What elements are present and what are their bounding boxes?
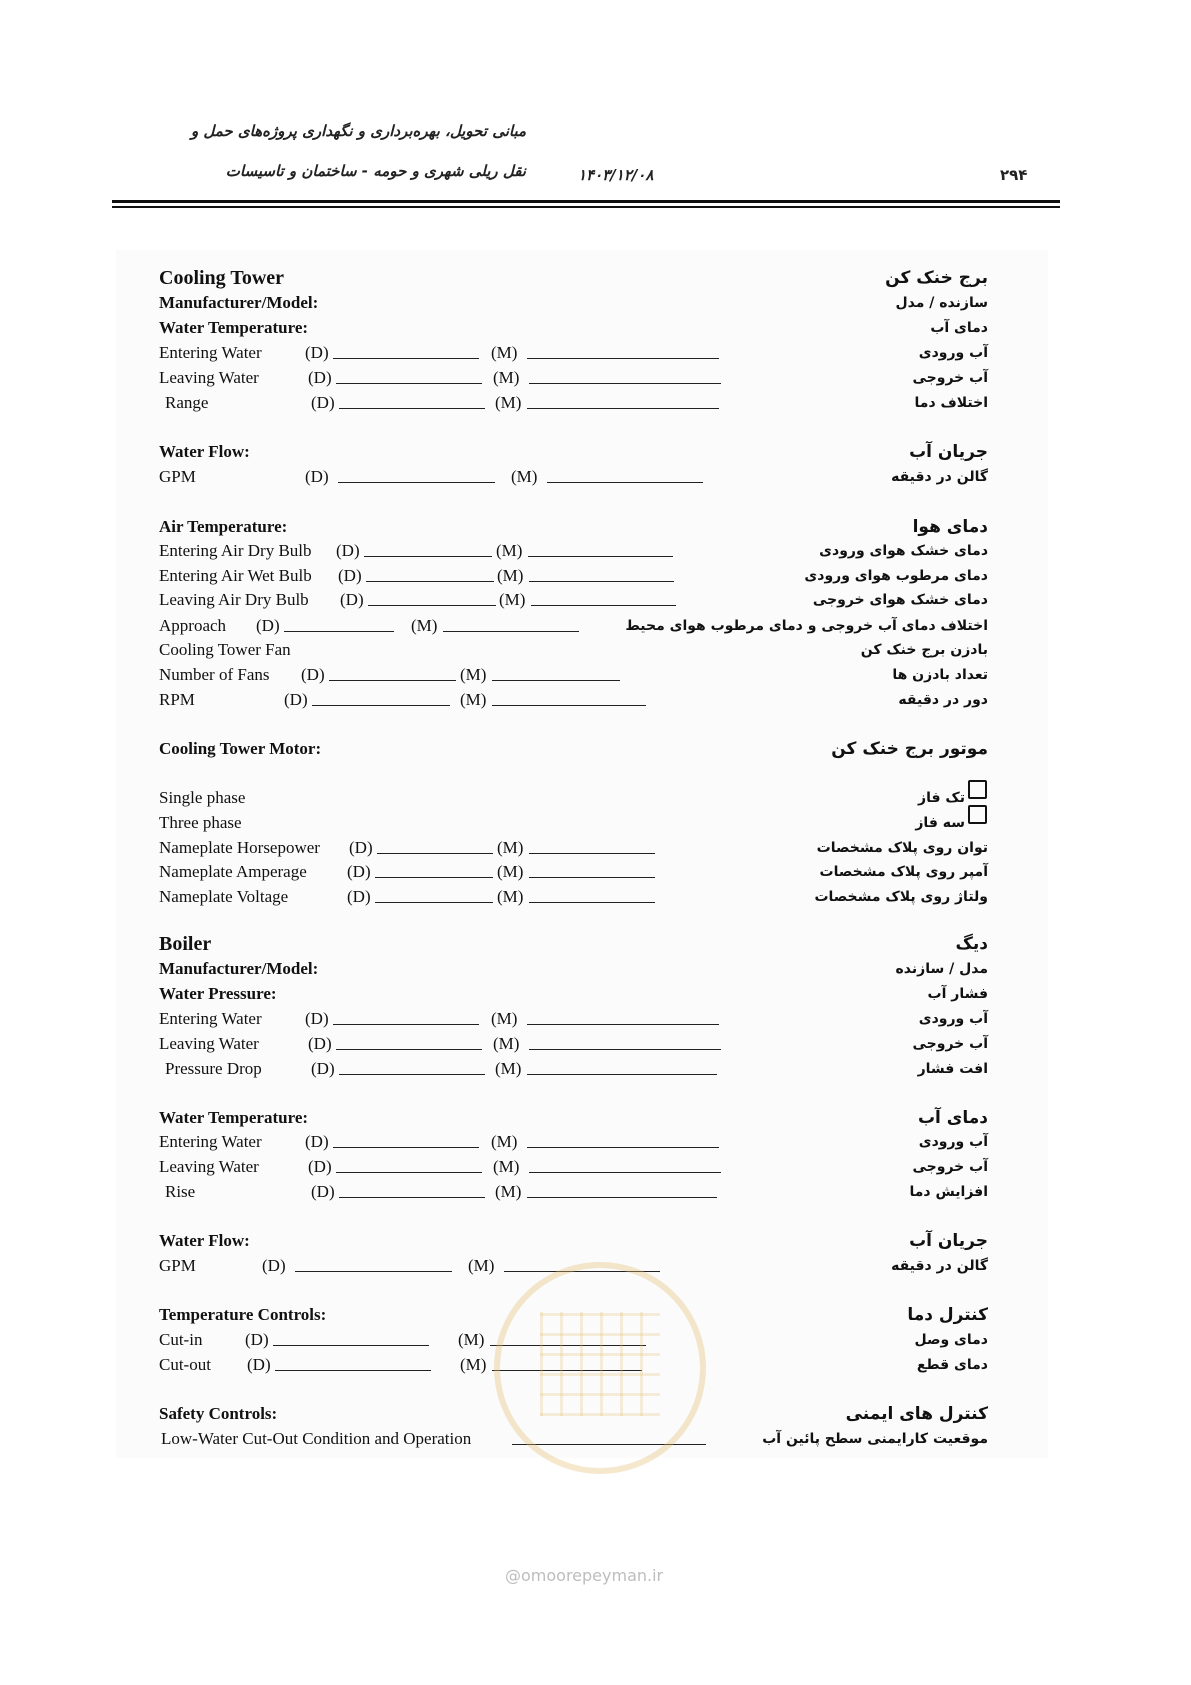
label-fa: دمای هوا <box>912 517 988 537</box>
design-value-field[interactable] <box>284 631 394 632</box>
row-rise <box>0 1180 1191 1204</box>
measured-value-field[interactable] <box>529 853 655 854</box>
row-boiler-manufacturer <box>0 957 1191 981</box>
label-fa: دور در دقیقه <box>898 692 988 708</box>
design-marker: (D) <box>338 566 362 585</box>
row-water-temperature <box>0 316 1191 340</box>
label-fa: اختلاف دما <box>914 395 988 411</box>
design-value-field[interactable] <box>339 408 485 409</box>
measured-value-field[interactable] <box>528 556 673 557</box>
label-fa: دمای خشک هوای خروجی <box>812 592 988 608</box>
row-pressure-drop <box>0 1057 1191 1081</box>
label-en: Entering Air Dry Bulb <box>159 541 312 560</box>
design-marker: (D) <box>340 590 364 609</box>
measured-marker: (M) <box>497 862 524 881</box>
label-fa: بادزن برج خنک کن <box>860 642 988 658</box>
design-value-field[interactable] <box>312 705 450 706</box>
stamp-grid <box>540 1312 660 1416</box>
label-fa: آب ورودی <box>918 345 988 361</box>
measured-marker: (M) <box>460 690 487 709</box>
label-en: Water Temperature: <box>159 1108 309 1127</box>
measured-value-field[interactable] <box>529 383 721 384</box>
label-en: Nameplate Voltage <box>159 887 289 906</box>
design-value-field[interactable] <box>375 902 493 903</box>
measured-value-field[interactable] <box>527 1147 719 1148</box>
label-en: RPM <box>159 690 195 709</box>
label-en: Manufacturer/Model: <box>159 293 319 312</box>
measured-value-field[interactable] <box>529 1172 721 1173</box>
row-nameplate-horsepower <box>0 836 1191 860</box>
measured-marker: (M) <box>460 1355 487 1374</box>
row-nameplate-voltage <box>0 885 1191 909</box>
label-en: Range <box>165 393 209 412</box>
design-value-field[interactable] <box>295 1271 452 1272</box>
measured-marker: (M) <box>491 343 518 362</box>
row-entering-air-wet-bulb <box>0 564 1191 588</box>
label-fa: دمای خشک هوای ورودی <box>819 543 988 559</box>
design-marker: (D) <box>336 541 360 560</box>
row-cooling-tower-fan <box>0 638 1191 662</box>
row-gpm <box>0 465 1191 489</box>
label-fa: تک فاز <box>918 790 965 806</box>
measured-marker: (M) <box>411 616 438 635</box>
label-en: Rise <box>165 1182 196 1201</box>
label-en: Leaving Water <box>159 368 259 387</box>
measured-value-field[interactable] <box>529 1049 721 1050</box>
design-marker: (D) <box>305 1132 329 1151</box>
design-value-field[interactable] <box>338 482 495 483</box>
measured-marker: (M) <box>468 1256 495 1275</box>
design-value-field[interactable] <box>339 1074 485 1075</box>
design-value-field[interactable] <box>336 1049 482 1050</box>
label-fa: کنترل های ایمنی <box>845 1404 988 1424</box>
design-marker: (D) <box>245 1330 269 1349</box>
measured-value-field[interactable] <box>547 482 703 483</box>
label-en: Entering Air Wet Bulb <box>159 566 312 585</box>
label-fa: آب ورودی <box>918 1134 988 1150</box>
row-number-of-fans <box>0 663 1191 687</box>
measured-value-field[interactable] <box>529 581 674 582</box>
label-fa: فشار آب <box>927 986 988 1002</box>
measured-marker: (M) <box>497 887 524 906</box>
label-en: Manufacturer/Model: <box>159 959 319 978</box>
design-value-field[interactable] <box>333 1147 479 1148</box>
label-fa: دمای قطع <box>916 1357 988 1373</box>
header-rule-top <box>112 200 1060 203</box>
label-en: Leaving Water <box>159 1157 259 1176</box>
label-fa: کنترل دما <box>907 1305 988 1325</box>
label-fa: جریان آب <box>909 1231 988 1251</box>
label-en: Nameplate Horsepower <box>159 838 320 857</box>
label-fa: گالن در دقیقه <box>891 469 988 485</box>
measured-value-field[interactable] <box>492 680 620 681</box>
label-en: Low-Water Cut-Out Condition and Operation <box>161 1429 472 1448</box>
label-en: Cut-in <box>159 1330 203 1349</box>
row-pressure-leaving-water <box>0 1032 1191 1056</box>
label-fa: گالن در دقیقه <box>891 1258 988 1274</box>
measured-marker: (M) <box>497 838 524 857</box>
label-fa: توان روی پلاک مشخصات <box>816 840 988 856</box>
design-marker: (D) <box>301 665 325 684</box>
watermark-url: @omoorepeyman.ir <box>505 1566 664 1585</box>
measured-marker: (M) <box>496 541 523 560</box>
row-entering-air-dry-bulb <box>0 539 1191 563</box>
label-fa: آب خروجی <box>912 1159 988 1175</box>
label-en: Water Flow: <box>159 442 250 461</box>
label-fa: آب ورودی <box>918 1011 988 1027</box>
measured-marker: (M) <box>495 393 522 412</box>
row-water-pressure <box>0 982 1191 1006</box>
row-range <box>0 391 1191 415</box>
single-phase-checkbox[interactable] <box>968 780 987 799</box>
header-title-line2: نقل ریلی شهری و حومه - ساختمان و تاسیسات <box>225 162 526 180</box>
measured-marker: (M) <box>458 1330 485 1349</box>
design-value-field[interactable] <box>377 853 493 854</box>
row-manufacturer <box>0 291 1191 315</box>
label-fa: جریان آب <box>909 442 988 462</box>
measured-value-field[interactable] <box>527 1197 717 1198</box>
measured-marker: (M) <box>493 1034 520 1053</box>
label-fa: دمای آب <box>930 320 988 336</box>
measured-marker: (M) <box>497 566 524 585</box>
design-value-field[interactable] <box>333 358 479 359</box>
label-en: Number of Fans <box>159 665 270 684</box>
design-marker: (D) <box>311 393 335 412</box>
measured-value-field[interactable] <box>527 1074 717 1075</box>
label-en: Water Temperature: <box>159 318 309 337</box>
label-fa: موقعیت کارایمنی سطح پائین آب <box>762 1431 988 1447</box>
design-marker: (D) <box>308 368 332 387</box>
measured-marker: (M) <box>460 665 487 684</box>
measured-marker: (M) <box>499 590 526 609</box>
label-en: Air Temperature: <box>159 517 288 536</box>
label-en: Pressure Drop <box>165 1059 262 1078</box>
measured-value-field[interactable] <box>443 631 579 632</box>
row-three-phase <box>0 811 1191 835</box>
measured-marker: (M) <box>491 1009 518 1028</box>
design-marker: (D) <box>247 1355 271 1374</box>
header-rule-bottom <box>112 206 1060 208</box>
design-marker: (D) <box>256 616 280 635</box>
row-boiler-water-temperature <box>0 1106 1191 1130</box>
row-temp-entering-water <box>0 1130 1191 1154</box>
label-en: Single phase <box>159 788 246 807</box>
design-value-field[interactable] <box>364 556 492 557</box>
design-value-field[interactable] <box>273 1345 429 1346</box>
design-marker: (D) <box>311 1182 335 1201</box>
label-fa: اختلاف دمای آب خروجی و دمای مرطوب هوای محیط <box>625 618 988 634</box>
measured-marker: (M) <box>493 368 520 387</box>
design-value-field[interactable] <box>375 877 493 878</box>
section-title-en: Cooling Tower <box>159 267 285 289</box>
measured-marker: (M) <box>491 1132 518 1151</box>
label-fa: تعداد بادزن ها <box>892 667 988 683</box>
design-value-field[interactable] <box>366 581 494 582</box>
design-marker: (D) <box>311 1059 335 1078</box>
label-fa: سه فاز <box>915 815 965 831</box>
measured-value-field[interactable] <box>492 705 646 706</box>
design-value-field[interactable] <box>275 1370 431 1371</box>
label-en: Leaving Water <box>159 1034 259 1053</box>
label-fa: افزایش دما <box>909 1184 988 1200</box>
row-water-flow <box>0 440 1191 464</box>
label-en: Cooling Tower Motor: <box>159 739 322 758</box>
measured-value-field[interactable] <box>527 1024 719 1025</box>
measured-marker: (M) <box>493 1157 520 1176</box>
header-date: ۱۴۰۳/۱۲/۰۸ <box>578 166 654 184</box>
label-fa: آب خروجی <box>912 370 988 386</box>
design-marker: (D) <box>347 887 371 906</box>
section-boiler <box>0 932 1191 956</box>
label-fa: آمپر روی پلاک مشخصات <box>819 864 988 880</box>
label-fa: موتور برج خنک کن <box>831 739 988 759</box>
row-approach <box>0 614 1191 638</box>
row-pressure-entering-water <box>0 1007 1191 1031</box>
design-marker: (D) <box>262 1256 286 1275</box>
measured-marker: (M) <box>495 1182 522 1201</box>
label-fa: سازنده / مدل <box>895 295 988 311</box>
label-en: Nameplate Amperage <box>159 862 307 881</box>
label-fa: افت فشار <box>917 1061 988 1077</box>
row-cooling-tower-motor <box>0 737 1191 761</box>
design-marker: (D) <box>308 1157 332 1176</box>
design-value-field[interactable] <box>339 1197 485 1198</box>
label-fa: مدل / سازنده <box>895 961 988 977</box>
label-en: Entering Water <box>159 343 262 362</box>
design-marker: (D) <box>284 690 308 709</box>
three-phase-checkbox[interactable] <box>968 805 987 824</box>
design-marker: (D) <box>305 467 329 486</box>
row-air-temperature <box>0 515 1191 539</box>
design-value-field[interactable] <box>336 1172 482 1173</box>
section-title-fa: برج خنک کن <box>885 268 988 288</box>
design-value-field[interactable] <box>336 383 482 384</box>
measured-marker: (M) <box>495 1059 522 1078</box>
measured-value-field[interactable] <box>529 877 655 878</box>
label-en: Leaving Air Dry Bulb <box>159 590 309 609</box>
design-marker: (D) <box>308 1034 332 1053</box>
label-en: Water Pressure: <box>159 984 277 1003</box>
section-cooling-tower <box>0 266 1191 290</box>
row-single-phase <box>0 786 1191 810</box>
row-entering-water <box>0 341 1191 365</box>
measured-value-field[interactable] <box>527 358 719 359</box>
row-boiler-water-flow <box>0 1229 1191 1253</box>
label-en: Approach <box>159 616 227 635</box>
label-en: GPM <box>159 1256 196 1275</box>
design-marker: (D) <box>347 862 371 881</box>
design-value-field[interactable] <box>368 605 496 606</box>
row-leaving-water <box>0 366 1191 390</box>
page-number: ۲۹۴ <box>1000 166 1028 184</box>
section-title-en: Boiler <box>159 933 212 955</box>
label-en: GPM <box>159 467 196 486</box>
label-en: Entering Water <box>159 1132 262 1151</box>
watermark-stamp <box>494 1262 706 1474</box>
design-marker: (D) <box>349 838 373 857</box>
design-marker: (D) <box>305 343 329 362</box>
label-en: Cut-out <box>159 1355 211 1374</box>
design-value-field[interactable] <box>333 1024 479 1025</box>
header-title-line1: مبانی تحویل، بهره‌برداری و نگهداری پروژه‌های حمل و <box>190 122 526 140</box>
label-fa: ولتاژ روی پلاک مشخصات <box>814 889 988 905</box>
row-nameplate-amperage <box>0 860 1191 884</box>
section-title-fa: دیگ <box>955 934 988 954</box>
label-en: Temperature Controls: <box>159 1305 327 1324</box>
label-fa: دمای آب <box>917 1108 988 1128</box>
label-en: Safety Controls: <box>159 1404 278 1423</box>
label-fa: آب خروجی <box>912 1036 988 1052</box>
measured-value-field[interactable] <box>531 605 676 606</box>
design-marker: (D) <box>305 1009 329 1028</box>
row-rpm <box>0 688 1191 712</box>
design-value-field[interactable] <box>329 680 456 681</box>
row-temp-leaving-water <box>0 1155 1191 1179</box>
measured-marker: (M) <box>511 467 538 486</box>
label-fa: دمای وصل <box>914 1332 988 1348</box>
label-en: Cooling Tower Fan <box>159 640 291 659</box>
row-leaving-air-dry-bulb <box>0 588 1191 612</box>
label-en: Water Flow: <box>159 1231 250 1250</box>
measured-value-field[interactable] <box>529 902 655 903</box>
label-en: Three phase <box>159 813 242 832</box>
label-fa: دمای مرطوب هوای ورودی <box>804 568 988 584</box>
measured-value-field[interactable] <box>527 408 719 409</box>
label-en: Entering Water <box>159 1009 262 1028</box>
